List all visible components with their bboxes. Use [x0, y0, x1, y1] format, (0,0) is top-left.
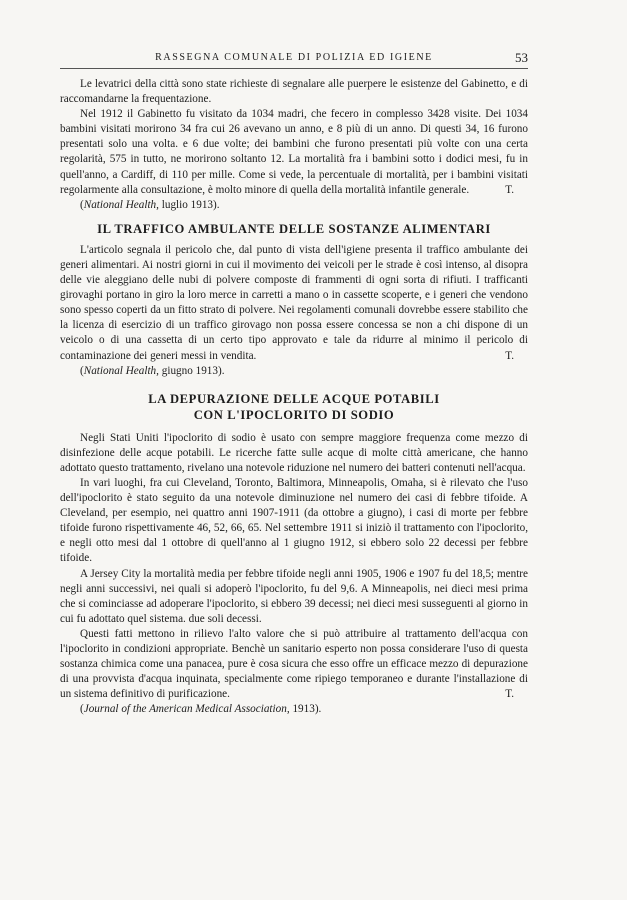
section-2-paragraph-4-text: Questi fatti mettono in rilievo l'alto valore che si può attribuire al trattamento dell'acqua con l'ipoclorito in condizioni appropriate. Benchè un sanitario esperto non possa considerare l'uso di questa sostanza chimica come una panacea, pure è cosa sicura che esso offre un efficace mezzo di depurazione di una provvista d'acqua inquinata, specialmente come ripiego temporaneo e durante l'installazione di un sistema definitivo di purificazione. — [60, 627, 528, 701]
intro-paragraph-2-text: Nel 1912 il Gabinetto fu visitato da 1034 madri, che fecero in complesso 3428 visite. Dei 1034 bambini visitati morirono 34 fra cui 26 avevano un anno, e 8 più di un anno. Di questi 34, 16 furono presentati solo una volta. e 6 due volte; dei bambini che furono presentati più volte con una certa regolarità, 575 in tutto, ne morirono soltanto 12. La mortalità fra i bambini sotto i dodici mesi, fu in quell'anno, a Cardiff, di 110 per mille. Come si vede, la percentuale di mortalità, per i bambini visitati regolarmente alla consultazione, è molto minore di quella della mortalità infantile generale. — [60, 108, 528, 196]
section-2-paragraph-3: A Jersey City la mortalità media per febbre tifoide negli anni 1905, 1906 e 1907 fu del 18,5; mentre negli anni successivi, nei quali si adoperò l'ipoclorito, fu del 9,6. A Minneapolis, nei dieci mesi prima che si cominciasse ad adoperare l'ipoclorito, si ebbero 39 decessi; nei dieci mesi susseguenti al giorno in cui fu adottato quel sistema. due soli decessi. — [60, 567, 528, 625]
section-1-paragraph — [60, 243, 528, 364]
section-2-paragraph-4 — [60, 627, 528, 702]
page — [60, 48, 528, 717]
article-body — [60, 77, 528, 717]
section-1-author-initial: T. — [505, 349, 514, 362]
section-1-source-journal: National Health, — [83, 364, 159, 377]
section-1-paragraph-text: L'articolo segnala il pericolo che, dal punto di vista dell'igiene presenta il traffico ambulante dei generi alimentari. Ai nostri giorni in cui il movimento dei veicoli per le strade è così intenso, al disopra delle vie aleggiano delle nubi di polvere composte di frammenti di ogni sorta di rifiuti. I trafficanti girovaghi portano in giro la loro merce in carretti a mano o in cassette scoperte, e i generi che vendono sono spesso coperti da un fitto strato di polvere. Nei regolamenti comunali dovrebbe essere stabilito che la licenza di esercizio di un traffico girovago non possa essere concessa se non a chi dispone di un veicolo o di una cassetta di un certo tipo approvato e tale da ridurre al minimo il pericolo di contaminazione dei generi messi in vendita. — [60, 243, 528, 362]
intro-source-date: luglio 1913). — [161, 198, 220, 211]
section-2-title-line-2: CON L'IPOCLORITO DI SODIO — [193, 407, 395, 422]
running-head — [60, 48, 528, 69]
running-title: RASSEGNA COMUNALE DI POLIZIA ED IGIENE — [155, 52, 433, 63]
section-2-title — [60, 391, 528, 423]
section-2-author-initial: T. — [505, 688, 514, 701]
section-2-source: (Journal of the American Medical Association, 1913). — [80, 703, 322, 716]
section-2-source-date: 1913). — [292, 703, 322, 716]
section-1-title: IL TRAFFICO AMBULANTE DELLE SOSTANZE ALIMENTARI — [97, 221, 491, 236]
section-2-source-journal: Journal of the American Medical Association, — [83, 703, 290, 716]
section-2-title-line-1: LA DEPURAZIONE DELLE ACQUE POTABILI — [148, 391, 440, 406]
intro-source: (National Health, luglio 1913). — [80, 198, 220, 211]
page-number: 53 — [515, 50, 528, 65]
intro-paragraph-2 — [60, 107, 528, 198]
intro-author-initial: T. — [505, 183, 514, 196]
section-1-source: (National Health, giugno 1913). — [80, 364, 225, 377]
section-2-paragraph-1: Negli Stati Uniti l'ipoclorito di sodio è usato con sempre maggiore frequenza come mezzo di disinfezione delle acque potabili. Le ricerche fatte sulle acque di molte città americane, che hanno adottato questo trattamento, rivelano una notevole riduzione nel numero dei batteri contenuti nell'acqua. — [60, 431, 528, 474]
section-1-source-date: giugno 1913). — [161, 364, 225, 377]
intro-source-journal: National Health, — [83, 198, 159, 211]
section-2-paragraph-2: In vari luoghi, fra cui Cleveland, Toronto, Baltimora, Minneapolis, Omaha, si è rilevato che l'uso dell'ipoclorito è stato seguito da una notevole diminuzione nel numero dei casi di febbre tifoide. A Cleveland, per esempio, nei quattro anni 1907-1911 (da ottobre a giugno), i casi di morte per febbre tifoide furono rispettivamente 46, 52, 66, 65. Nel settembre 1911 si iniziò il trattamento con l'ipoclorito, e negli otto mesi dal 1 ottobre di quell'anno al 1 giugno 1912, si ebbero solo 22 decessi per febbre tifoide. — [60, 476, 528, 565]
intro-paragraph-1: Le levatrici della città sono state richieste di segnalare alle puerpere le esistenze del Gabinetto, e di raccomandarne la frequentazione. — [60, 78, 528, 106]
